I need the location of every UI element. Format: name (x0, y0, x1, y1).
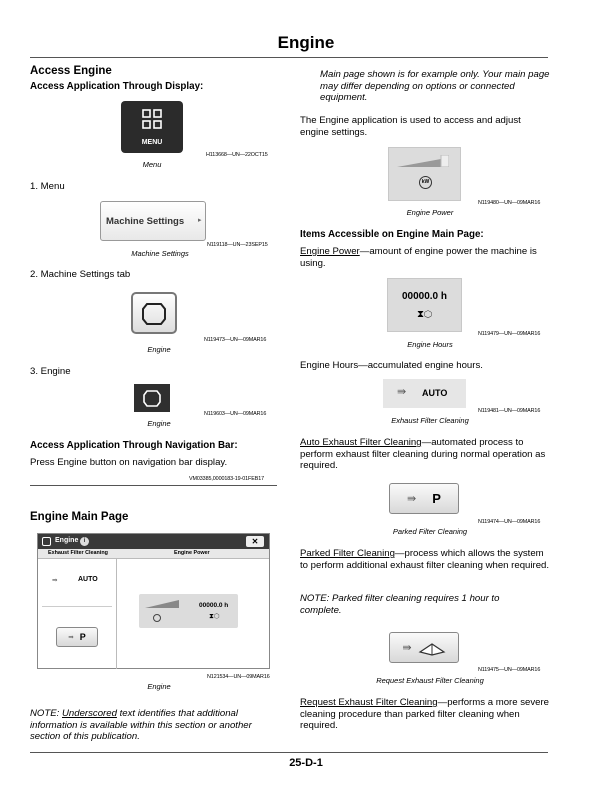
step-2: 2. Machine Settings tab (30, 269, 131, 280)
figure-caption: Machine Settings (131, 249, 189, 258)
reference-code: VM03385,0000183-19-01FEB17 (189, 476, 265, 482)
figure-code: N119118—UN—23SEP15 (207, 242, 268, 248)
hours-value: 00000.0 h (401, 291, 448, 302)
exhaust-filter-icon: ⇛ (402, 642, 412, 654)
figure-caption: Request Exhaust Filter Cleaning (376, 676, 484, 685)
parked-description (300, 548, 550, 571)
exhaust-filter-icon: ⇛ (407, 493, 417, 505)
engine-hours-text: Engine Hours—accumulated engine hours. (300, 360, 483, 371)
col-header-power: Engine Power (174, 550, 210, 556)
engine-power-desc: —amount of engine power the machine is using. (300, 246, 537, 269)
underscore-note (30, 708, 275, 743)
step-3: 3. Engine (30, 366, 71, 377)
figure-code: N121534—UN—09MAR16 (207, 674, 270, 680)
engine-navbar-figure (134, 384, 170, 412)
machine-settings-figure (100, 201, 206, 241)
navbar-text: Press Engine button on navigation bar display. (30, 457, 228, 468)
figure-code: H113668—UN—22OCT15 (206, 152, 268, 158)
figure-code: N119475—UN—09MAR16 (478, 667, 541, 673)
request-desc: —performs a more severe cleaning procedure than parked filter cleaning when required. (300, 697, 550, 732)
section-rule (30, 485, 277, 486)
p-label: P (79, 632, 86, 642)
figure-code: N119479—UN—09MAR16 (478, 331, 541, 337)
example-note: Main page shown is for example only. Your main page may differ depending on options or connected equipment. (320, 69, 550, 104)
window-titlebar (38, 534, 269, 549)
exhaust-filter-icon: ⇛ (397, 386, 407, 398)
power-bar-icon (397, 155, 449, 167)
figure-caption: Engine Hours (407, 340, 453, 349)
hourglass-engine-icon: ⧗⬡ (416, 309, 432, 320)
exhaust-filter-icon: ⇛ (68, 634, 74, 641)
close-icon: ✕ (246, 536, 264, 547)
auto-desc: —automated process to perform exhaust filter cleaning during normal operation as required. (300, 437, 546, 472)
parked-cleaning-button (56, 627, 98, 647)
parked-filter-figure (389, 483, 459, 514)
main-page-heading: Engine Main Page (30, 511, 129, 523)
parked-desc: —process which allows the system to perform additional exhaust filter cleaning when required. (300, 548, 550, 571)
engine-icon (134, 384, 170, 412)
menu-label: MENU (141, 139, 163, 146)
figure-code: N119603—UN—09MAR16 (204, 411, 267, 417)
figure-caption: Exhaust Filter Cleaning (391, 416, 469, 425)
hourglass-engine-icon: ⧗⬡ (209, 613, 220, 620)
auto-label: AUTO (78, 576, 98, 583)
machine-settings-label: Machine Settings (106, 216, 185, 227)
page-number: 25-D-1 (289, 757, 323, 769)
request-term: Request Exhaust Filter Cleaning (300, 697, 438, 708)
parked-term: Parked Filter Cleaning (300, 548, 395, 559)
engine-icon (133, 294, 175, 332)
figure-code: N119480—UN—09MAR16 (478, 200, 541, 206)
kw-icon: kW (419, 176, 432, 189)
engine-screen-figure (37, 533, 270, 669)
col-header-exhaust: Exhaust Filter Cleaning (48, 550, 108, 556)
figure-code: N119474—UN—09MAR16 (478, 519, 541, 525)
chevron-right-icon: ▸ (198, 217, 202, 224)
figure-caption: Parked Filter Cleaning (392, 527, 468, 536)
power-bar-icon (145, 600, 179, 608)
figure-caption: Engine Power (406, 208, 454, 217)
access-heading: Access Engine (30, 65, 112, 77)
auto-term: Auto Exhaust Filter Cleaning (300, 437, 422, 448)
kw-icon (153, 614, 161, 622)
request-description (300, 697, 550, 732)
engine-power-tile (139, 594, 238, 628)
intro-text: The Engine application is used to access and adjust engine settings. (300, 115, 521, 138)
engine-power-figure (388, 147, 461, 201)
header-rule (30, 57, 548, 58)
note-prefix: NOTE: (30, 708, 60, 719)
engine-button-figure (131, 292, 177, 334)
p-label: P (432, 491, 441, 506)
figure-caption: Engine (147, 345, 171, 354)
book-icon (418, 640, 446, 656)
exhaust-filter-figure (383, 379, 466, 408)
menu-button-figure (121, 101, 183, 153)
info-icon: i (80, 537, 89, 546)
note-underscored: Underscored (62, 708, 117, 719)
figure-caption: Engine (147, 419, 171, 428)
figure-code: N119473—UN—09MAR16 (204, 337, 267, 343)
row-divider (42, 606, 112, 607)
items-heading: Items Accessible on Engine Main Page: (300, 229, 484, 240)
navbar-subheading: Access Application Through Navigation Bar: (30, 440, 238, 451)
figure-caption: Engine (147, 682, 171, 691)
exhaust-filter-icon: ⇛ (52, 577, 58, 584)
parked-note: NOTE: Parked filter cleaning requires 1 hour to complete. (300, 593, 500, 616)
footer-rule (30, 752, 548, 753)
engine-icon (42, 537, 51, 546)
engine-hours-figure (387, 278, 462, 332)
display-subheading: Access Application Through Display: (30, 81, 204, 92)
column-divider (116, 559, 117, 669)
engine-power-term: Engine Power (300, 246, 360, 257)
figure-code: N119481—UN—09MAR16 (478, 408, 541, 414)
step-1: 1. Menu (30, 181, 65, 192)
window-title: Engine (55, 537, 79, 544)
figure-caption: Menu (142, 160, 162, 169)
page-title: Engine (277, 33, 335, 52)
request-filter-figure (389, 632, 459, 663)
auto-description (300, 437, 550, 472)
note-rest: text identifies that additional information is available within this section or another section of this publication. (30, 708, 252, 743)
auto-label: AUTO (422, 388, 448, 398)
column-header-bar (38, 549, 269, 559)
hours-value: 00000.0 h (199, 602, 229, 609)
engine-power-description (300, 246, 550, 269)
